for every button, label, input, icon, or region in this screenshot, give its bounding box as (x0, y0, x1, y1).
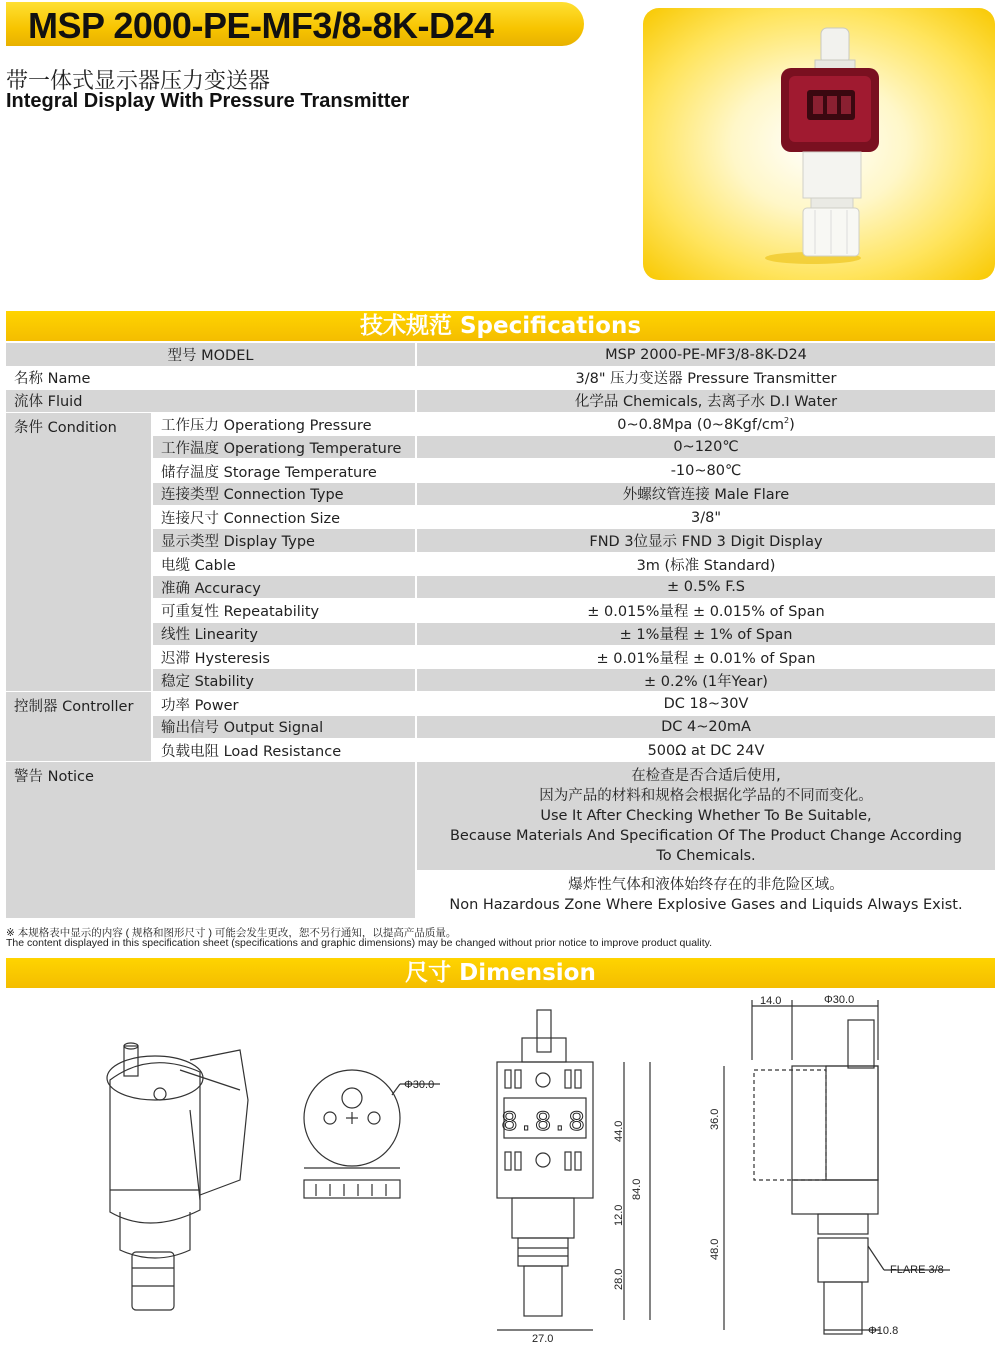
notice-line: 爆炸性气体和液体始终存在的非危险区域。 (568, 877, 844, 894)
table-row (6, 413, 995, 436)
param-label: 可重复性 Repeatability (153, 599, 415, 622)
param-value: 外螺纹管连接 Male Flare (415, 483, 995, 506)
footnote-english: The content displayed in this specification sheet (specifications and graphic dimensions) may be changed without prior notice to improve product quality. (6, 937, 713, 949)
param-label: 工作温度 Operationg Temperature (153, 436, 415, 459)
param-label: 迟滞 Hysteresis (153, 646, 415, 669)
specifications-table (6, 343, 995, 918)
dim-36: 36.0 (709, 1108, 721, 1130)
param-value: ± 0.5% F.S (415, 576, 995, 599)
notice-line: 因为产品的材料和规格会根据化学品的不同而变化。 (539, 788, 873, 805)
table-row-notice (6, 762, 995, 872)
condition-label: 条件 Condition (6, 413, 153, 693)
param-label: 连接尺寸 Connection Size (153, 506, 415, 529)
product-title: MSP 2000-PE-MF3/8-8K-D24 (28, 5, 494, 46)
param-value: FND 3位显示 FND 3 Digit Display (415, 529, 995, 552)
notice-text-1 (415, 762, 995, 872)
table-row-model (6, 343, 995, 366)
param-value: -10~80℃ (415, 459, 995, 482)
dim-phi30-right: Φ30.0 (824, 994, 855, 1006)
specifications-header: 技术规范 Specifications (6, 311, 995, 341)
table-row (6, 692, 995, 715)
fluid-value: 化学品 Chemicals, 去离子水 D.I Water (415, 390, 995, 413)
name-value: 3/8" 压力变送器 Pressure Transmitter (415, 366, 995, 389)
flare-label: FLARE 3/8 (890, 1264, 944, 1276)
dim-44: 44.0 (613, 1120, 625, 1142)
param-label: 线性 Linearity (153, 623, 415, 646)
dim-14: 14.0 (760, 995, 782, 1007)
param-value: 0~0.8Mpa $(0\sim 8Kgf/cm^2)$ (415, 413, 995, 436)
controller-label: 控制器 Controller (6, 692, 153, 762)
name-label: 名称 Name (6, 366, 415, 389)
table-row (6, 529, 995, 552)
dim-84: 84.0 (631, 1178, 643, 1200)
param-label: 负载电阻 Load Resistance (153, 739, 415, 762)
table-row (6, 436, 995, 459)
table-row (6, 576, 995, 599)
dim-12: 12.0 (613, 1204, 625, 1226)
dim-phi108: Φ10.8 (868, 1325, 899, 1337)
title-banner (6, 2, 584, 46)
param-label: 功率 Power (153, 692, 415, 715)
table-row (6, 599, 995, 622)
table-row (6, 623, 995, 646)
side-view (724, 1000, 950, 1334)
pressure-transmitter-image (643, 8, 995, 280)
table-row (6, 459, 995, 482)
table-row (6, 646, 995, 669)
table-row (6, 553, 995, 576)
param-label: 电缆 Cable (153, 553, 415, 576)
product-photo (643, 8, 995, 280)
model-label: 型号 MODEL (6, 343, 415, 366)
param-value: 3/8" (415, 506, 995, 529)
table-row (6, 483, 995, 506)
fluid-label: 流体 Fluid (6, 390, 415, 413)
subtitle-english: Integral Display With Pressure Transmitter (6, 90, 410, 112)
param-label: 工作压力 Operationg Pressure (153, 413, 415, 436)
param-label: 储存温度 Storage Temperature (153, 459, 415, 482)
dim-27: 27.0 (532, 1333, 554, 1345)
param-value: ± 0.2% (1年Year) (415, 669, 995, 692)
isometric-view (107, 1043, 248, 1310)
param-value: 0~120℃ (415, 436, 995, 459)
notice-line: Use It After Checking Whether To Be Suitable, (540, 808, 872, 825)
dimension-drawings (0, 990, 1000, 1355)
param-label: 稳定 Stability (153, 669, 415, 692)
notice-line: To Chemicals. (656, 848, 756, 865)
dim-phi30-top: Φ30.0 (404, 1079, 435, 1091)
notice-line: Non Hazardous Zone Where Explosive Gases and Liquids Always Exist. (449, 897, 963, 914)
table-row (6, 716, 995, 739)
dimension-header: 尺寸 Dimension (6, 958, 995, 988)
param-value: 500Ω at DC 24V (415, 739, 995, 762)
notice-line: 在检查是否合适后使用, (631, 768, 781, 785)
param-value: DC 18~30V (415, 692, 995, 715)
dim-28: 28.0 (613, 1268, 625, 1290)
param-value: ± 0.015%量程 ± 0.015% of Span (415, 599, 995, 622)
front-view (497, 1010, 650, 1330)
param-label: 输出信号 Output Signal (153, 716, 415, 739)
param-value: DC 4~20mA (415, 716, 995, 739)
table-row (6, 669, 995, 692)
subtitle-chinese: 带一体式显示器压力变送器 (6, 69, 271, 94)
table-row-fluid (6, 390, 995, 413)
param-label: 显示类型 Display Type (153, 529, 415, 552)
param-value: 3m (标准 Standard) (415, 553, 995, 576)
model-value: MSP 2000-PE-MF3/8-8K-D24 (415, 343, 995, 366)
notice-line: Because Materials And Specification Of The Product Change According (449, 828, 962, 845)
notice-text-2 (415, 872, 995, 918)
notice-label: 警告 Notice (6, 762, 415, 918)
footnote-chinese: ※ 本规格表中显示的内容 ( 规格和图形尺寸 ) 可能会发生更改，恕不另行通知，以提高产品质量。 (6, 927, 457, 939)
param-value: ± 1%量程 ± 1% of Span (415, 623, 995, 646)
table-row (6, 506, 995, 529)
param-value: ± 0.01%量程 ± 0.01% of Span (415, 646, 995, 669)
dim-48: 48.0 (709, 1238, 721, 1260)
lcd-display: 8.8.8 (500, 1108, 586, 1139)
param-label: 连接类型 Connection Type (153, 483, 415, 506)
param-label: 准确 Accuracy (153, 576, 415, 599)
table-row-name (6, 366, 995, 389)
table-row (6, 739, 995, 762)
